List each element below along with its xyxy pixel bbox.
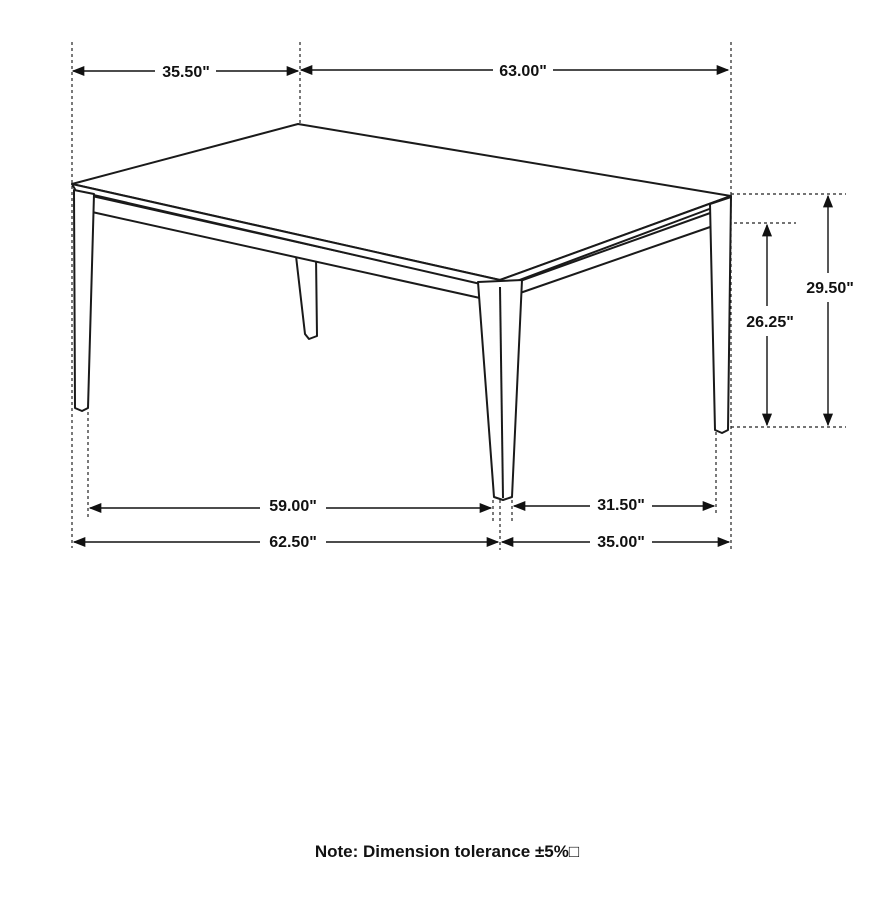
table-drawing [72, 124, 731, 500]
dim-top-right-width: 63.00" [499, 63, 547, 80]
table-top [72, 124, 731, 280]
dim-apron-height: 26.25" [746, 314, 794, 331]
dim-inner-depth: 31.50" [597, 497, 645, 514]
front-left-leg [74, 190, 94, 411]
dim-top-left-width: 35.50" [162, 64, 210, 81]
right-leg [710, 197, 731, 433]
dim-inner-length: 59.00" [269, 498, 317, 515]
dim-overall-height: 29.50" [806, 280, 854, 297]
dim-outer-depth: 35.00" [597, 534, 645, 551]
back-leg [296, 256, 317, 339]
tolerance-note: Note: Dimension tolerance ±5%□ [314, 842, 580, 861]
dim-outer-length: 62.50" [269, 534, 317, 551]
